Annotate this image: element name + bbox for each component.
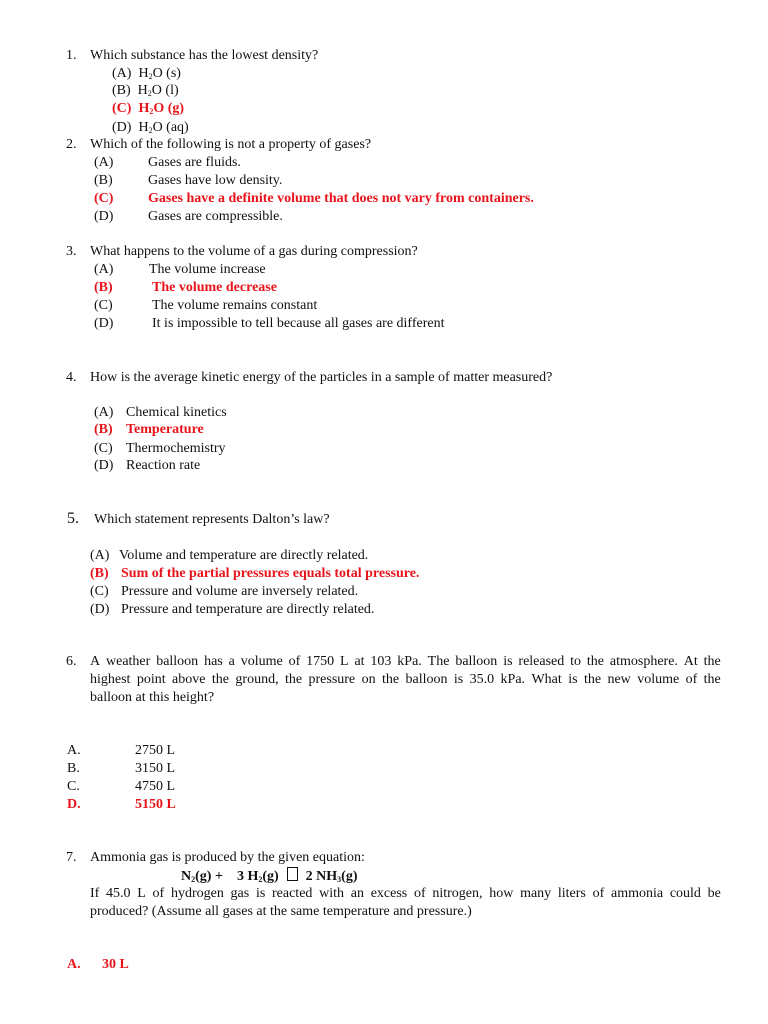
q6-word: the — [284, 672, 303, 687]
q2-option-d-letter: (D) — [94, 209, 114, 224]
q6-word: the — [583, 672, 602, 687]
q3-option-a-text: The volume increase — [149, 262, 266, 277]
q7-word: be — [707, 886, 721, 901]
q7-word: many — [520, 886, 552, 901]
q5-option-c-text: Pressure and volume are inversely related. — [121, 584, 359, 599]
q7-word: liters — [557, 886, 586, 901]
q6-word: ground, — [235, 672, 279, 687]
q4-option-b-text: Temperature — [126, 422, 204, 437]
q7-word: an — [350, 886, 364, 901]
q6-word: highest — [90, 672, 131, 687]
q4-option-c-text: Thermochemistry — [126, 441, 226, 456]
q6-word: 35.0 — [469, 672, 495, 687]
q2-option-c-letter: (C) — [94, 191, 114, 206]
q6-word: above — [172, 672, 206, 687]
q2-option-d-text: Gases are compressible. — [148, 209, 283, 224]
q6-number: 6. — [66, 654, 77, 669]
q6-word: is — [503, 654, 513, 669]
q6-word: the — [211, 672, 229, 687]
q6-option-b-letter: B. — [67, 761, 80, 776]
q6-word: What — [531, 672, 562, 687]
q6-word: of — [685, 672, 698, 687]
q6-word: kPa. — [397, 654, 422, 669]
q7-word: If — [90, 886, 100, 901]
q7-text: Ammonia gas is produced by the given equation: — [90, 850, 365, 865]
q7-word: nitrogen, — [432, 886, 483, 901]
q5-option-c-letter: (C) — [90, 584, 109, 599]
q6-word: balloon — [405, 672, 448, 687]
q6-word: a — [228, 654, 235, 669]
q6-option-d-letter: D. — [67, 797, 81, 812]
q7-word: of — [592, 886, 605, 901]
q7-word: L — [137, 886, 146, 901]
q1-option-b: (B) $H_2O$ (l) — [112, 83, 179, 98]
q7-text-line-2: produced? (Assume all gases at the same temperature and pressure.) — [90, 904, 472, 919]
reaction-arrow-icon — [287, 867, 298, 881]
q3-option-b-text: The volume decrease — [152, 280, 277, 295]
q2-number: 2. — [66, 137, 77, 152]
q7-option-a-text: 30 L — [102, 957, 129, 972]
q4-option-a-text: Chemical kinetics — [126, 405, 227, 420]
q6-word: the — [703, 654, 721, 669]
q5-option-a-letter: (A) — [90, 548, 110, 563]
q4-option-a-letter: (A) — [94, 405, 114, 420]
q3-number: 3. — [66, 244, 77, 259]
q6-text-line-3: balloon at this height? — [90, 690, 215, 705]
q1-text: Which substance has the lowest density? — [90, 48, 319, 63]
q6-word: at — [354, 654, 365, 669]
q6-word: weather — [106, 654, 151, 669]
q3-option-a-letter: (A) — [94, 262, 114, 277]
q2-option-a-text: Gases are fluids. — [148, 155, 241, 170]
q7-question-text — [90, 885, 721, 921]
q7-word: could — [669, 886, 701, 901]
q6-word: volume — [240, 654, 283, 669]
q2-text: Which of the following is not a property of gases? — [90, 137, 372, 152]
q7-word: ammonia — [611, 886, 664, 901]
q6-word: is — [453, 672, 464, 687]
q6-word: the — [381, 672, 400, 687]
q7-word: is — [255, 886, 266, 901]
q6-word: atmosphere. — [609, 654, 678, 669]
q5-number: 5. — [67, 510, 79, 527]
q7-word: of — [413, 886, 426, 901]
q1-number: 1. — [66, 48, 77, 63]
q7-number: 7. — [66, 850, 77, 865]
q7-word: reacted — [272, 886, 313, 901]
q6-option-c-text: 4750 L — [135, 779, 176, 794]
q4-text: How is the average kinetic energy of the particles in a sample of matter measured? — [90, 370, 553, 385]
q2-option-b-letter: (B) — [94, 173, 113, 188]
q5-option-d-letter: (D) — [90, 602, 110, 617]
q5-text: Which statement represents Dalton’s law? — [94, 512, 330, 527]
q6-word: balloon — [455, 654, 498, 669]
q6-word: pressure — [308, 672, 356, 687]
q7-word: excess — [370, 886, 408, 901]
q7-equation: $N_2(g)$ + 3 $H_2(g)$ 2 $NH_3(g)$ — [181, 869, 358, 884]
q7-word: of — [152, 886, 165, 901]
q4-option-d-letter: (D) — [94, 458, 114, 473]
q6-word: 103 — [370, 654, 392, 669]
q6-text-line-2 — [90, 671, 721, 689]
q6-text — [90, 653, 721, 707]
q6-word: the — [586, 654, 605, 669]
q6-word: new — [607, 672, 631, 687]
q3-option-d-letter: (D) — [94, 316, 114, 331]
q6-word: is — [568, 672, 578, 687]
q3-option-c-text: The volume remains constant — [152, 298, 318, 313]
q6-option-b-text: 3150 L — [135, 761, 176, 776]
q1-option-c: (C) $H_2O$ (g) — [112, 101, 185, 116]
q6-word: point — [136, 672, 166, 687]
q7-word: with — [319, 886, 345, 901]
q6-word: the — [703, 672, 721, 687]
q6-word: At — [683, 654, 698, 669]
q7-text-line-1 — [90, 885, 721, 903]
q6-word: to — [570, 654, 582, 669]
q4-option-d-text: Reaction rate — [126, 458, 201, 473]
q6-word: A — [90, 654, 101, 669]
q5-option-d-text: Pressure and temperature are directly related. — [121, 602, 375, 617]
q6-option-a-letter: A. — [67, 743, 81, 758]
q1-option-a: (A) $H_2O$ (s) — [112, 66, 181, 81]
q3-text: What happens to the volume of a gas during compression? — [90, 244, 418, 259]
q6-word: has — [204, 654, 223, 669]
q3-option-c-letter: (C) — [94, 298, 113, 313]
q7-option-a-letter: A. — [67, 957, 81, 972]
q6-option-a-text: 2750 L — [135, 743, 176, 758]
q6-word: The — [427, 654, 450, 669]
q7-word: 45.0 — [106, 886, 131, 901]
q5-option-b-text: Sum of the partial pressures equals total pressure. — [121, 566, 420, 581]
q7-word: hydrogen — [170, 886, 224, 901]
q7-word: how — [489, 886, 514, 901]
q2-option-c-text: Gases have a definite volume that does not vary from containers. — [148, 191, 534, 206]
q6-word: released — [518, 654, 565, 669]
q6-word: 1750 — [306, 654, 335, 669]
q6-option-d-text: 5150 L — [135, 797, 176, 812]
q4-number: 4. — [66, 370, 77, 385]
q5-option-b-letter: (B) — [90, 566, 109, 581]
q5-option-a-text: Volume and temperature are directly related. — [119, 548, 369, 563]
q2-option-a-letter: (A) — [94, 155, 114, 170]
q1-option-d: (D) $H_2O$ (aq) — [112, 120, 189, 135]
q6-word: of — [288, 654, 301, 669]
q3-option-d-text: It is impossible to tell because all gases are different — [152, 316, 445, 331]
q6-word: balloon — [156, 654, 199, 669]
q2-option-b-text: Gases have low density. — [148, 173, 283, 188]
q6-word: kPa. — [500, 672, 526, 687]
q6-text-line-1 — [90, 653, 721, 671]
q4-option-c-letter: (C) — [94, 441, 113, 456]
q6-word: L — [340, 654, 349, 669]
q6-word: volume — [637, 672, 680, 687]
q6-option-c-letter: C. — [67, 779, 80, 794]
q7-word: gas — [230, 886, 250, 901]
q4-option-b-letter: (B) — [94, 422, 113, 437]
q6-word: on — [361, 672, 376, 687]
q3-option-b-letter: (B) — [94, 280, 113, 295]
